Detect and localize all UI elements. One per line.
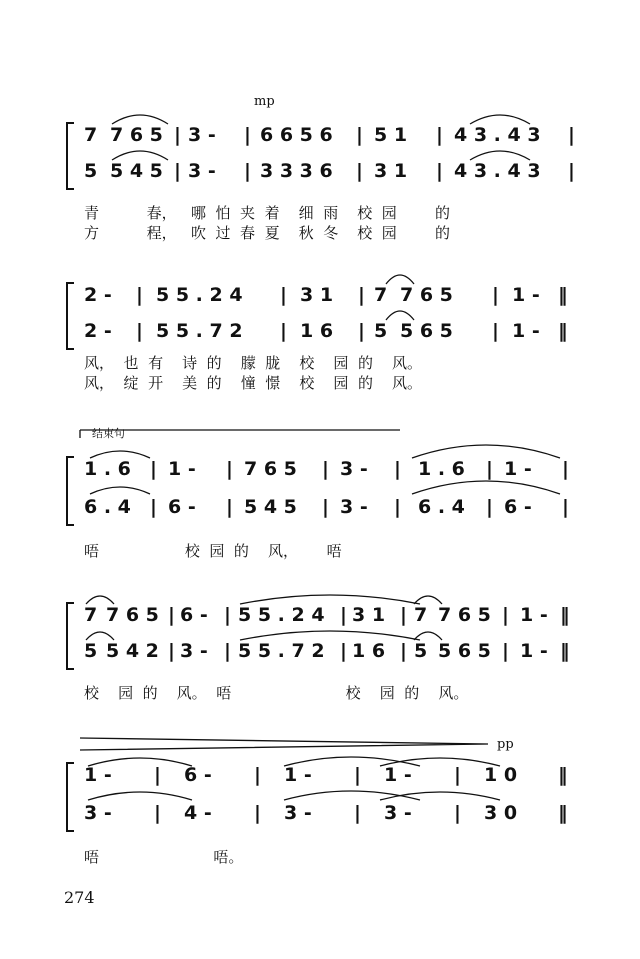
- note-group: 5 1: [374, 124, 408, 146]
- barline: |: [568, 160, 575, 182]
- note-group: 1 -: [284, 764, 312, 786]
- barline: |: [486, 458, 493, 480]
- lyric-line: 唔 唔。: [84, 848, 244, 866]
- slur: [386, 275, 414, 284]
- slur: [414, 632, 442, 640]
- note-group: 3 -: [188, 124, 216, 146]
- barline: |: [436, 124, 443, 146]
- barline: |: [226, 496, 233, 518]
- note-group: 3 -: [340, 458, 368, 480]
- note-group: 6 . 4: [84, 496, 131, 518]
- note-group: 1 . 6: [418, 458, 465, 480]
- note-group: 5 4 5: [244, 496, 297, 518]
- ending-bracket: [80, 430, 400, 438]
- lyric-line: 风， 绽 开 美 的 憧 憬 校 园 的 风。: [84, 374, 423, 392]
- note-group: 1 6: [352, 640, 386, 662]
- barline: |: [502, 640, 509, 662]
- note-group: 5 5 . 2 4: [238, 604, 325, 626]
- note-group: 4 3 . 4 3: [454, 160, 541, 182]
- barline: |: [400, 604, 407, 626]
- note-group: 1 0: [484, 764, 518, 786]
- barline: |: [486, 496, 493, 518]
- barline: |: [340, 640, 347, 662]
- slur: [380, 758, 500, 766]
- barline: |: [394, 496, 401, 518]
- note-group: 5 4 2: [106, 640, 159, 662]
- final-barline: ‖: [558, 764, 568, 786]
- barline: |: [400, 640, 407, 662]
- final-barline: ‖: [558, 320, 568, 342]
- barline: |: [492, 320, 499, 342]
- slur: [88, 792, 192, 800]
- slur: [386, 311, 414, 320]
- barline: |: [562, 496, 569, 518]
- note-group: 6 . 4: [418, 496, 465, 518]
- note-group: 3 -: [84, 802, 112, 824]
- final-barline: ‖: [560, 604, 570, 626]
- note-group: 5 5 . 7 2: [156, 320, 243, 342]
- note-group: 7 6 5: [110, 124, 163, 146]
- barline: |: [562, 458, 569, 480]
- note-group: 5: [374, 320, 388, 342]
- note-group: 4 3 . 4 3: [454, 124, 541, 146]
- note-group: 7 6 5: [400, 284, 453, 306]
- barline: |: [244, 124, 251, 146]
- slur: [240, 631, 420, 640]
- note-group: 7: [374, 284, 388, 306]
- note-group: 7 6 5: [244, 458, 297, 480]
- note-group: 3 1: [352, 604, 386, 626]
- barline: |: [174, 160, 181, 182]
- lyric-line: 方 程， 吹 过 春 夏 秋 冬 校 园 的: [84, 224, 450, 242]
- note-group: 1 -: [512, 320, 540, 342]
- slur: [88, 758, 192, 766]
- note-group: 3 0: [484, 802, 518, 824]
- note-group: 4 -: [184, 802, 212, 824]
- note-group: 1 -: [84, 764, 112, 786]
- note-group: 5 6 5: [400, 320, 453, 342]
- note-group: 3 -: [284, 802, 312, 824]
- barline: |: [354, 802, 361, 824]
- barline: |: [340, 604, 347, 626]
- note-group: 7 6 5: [106, 604, 159, 626]
- barline: |: [136, 320, 143, 342]
- note-group: 3 -: [384, 802, 412, 824]
- note-group: 5 5 . 7 2: [238, 640, 325, 662]
- note-group: 1 -: [520, 640, 548, 662]
- barline: |: [568, 124, 575, 146]
- note-group: 6 -: [180, 604, 208, 626]
- barline: |: [254, 802, 261, 824]
- barline: |: [280, 284, 287, 306]
- note-group: 1 -: [504, 458, 532, 480]
- slur: [380, 792, 500, 800]
- lyric-line: 风， 也 有 诗 的 朦 胧 校 园 的 风。: [84, 354, 423, 372]
- slur: [470, 115, 530, 124]
- slur: [470, 151, 530, 160]
- note-group: 5 4 5: [110, 160, 163, 182]
- note-group: 5: [414, 640, 428, 662]
- note-group: 5: [84, 160, 98, 182]
- barline: |: [226, 458, 233, 480]
- barline: |: [154, 764, 161, 786]
- slur: [412, 445, 560, 458]
- final-barline: ‖: [558, 802, 568, 824]
- slur: [412, 481, 560, 494]
- note-group: 2 -: [84, 320, 112, 342]
- note-group: 3 -: [180, 640, 208, 662]
- barline: |: [150, 496, 157, 518]
- slur: [112, 115, 168, 124]
- note-group: 1 -: [520, 604, 548, 626]
- note-group: 3 3 3 6: [260, 160, 333, 182]
- note-group: 6 -: [168, 496, 196, 518]
- final-barline: ‖: [560, 640, 570, 662]
- barline: |: [168, 604, 175, 626]
- note-group: 7 6 5: [438, 604, 491, 626]
- barline: |: [168, 640, 175, 662]
- note-group: 1 . 6: [84, 458, 131, 480]
- dynamic-mp: mp: [254, 94, 275, 109]
- note-group: 6 -: [504, 496, 532, 518]
- lyric-line: 校 园 的 风。 唔 校 园 的 风。: [84, 684, 469, 702]
- slur: [86, 596, 114, 604]
- barline: |: [436, 160, 443, 182]
- note-group: 3 1: [300, 284, 334, 306]
- barline: |: [224, 604, 231, 626]
- note-group: 1 6: [300, 320, 334, 342]
- barline: |: [492, 284, 499, 306]
- barline: |: [224, 640, 231, 662]
- note-group: 3 -: [188, 160, 216, 182]
- note-group: 5 5 . 2 4: [156, 284, 243, 306]
- barline: |: [454, 764, 461, 786]
- lyric-line: 青 春， 哪 怕 夹 着 细 雨 校 园 的: [84, 204, 450, 222]
- note-group: 7: [84, 604, 98, 626]
- note-group: 2 -: [84, 284, 112, 306]
- final-barline: ‖: [558, 284, 568, 306]
- barline: |: [254, 764, 261, 786]
- barline: |: [136, 284, 143, 306]
- barline: |: [150, 458, 157, 480]
- lyric-line: 唔 校 园 的 风， 唔: [84, 542, 342, 560]
- note-group: 1 -: [384, 764, 412, 786]
- barline: |: [358, 284, 365, 306]
- note-group: 3 1: [374, 160, 408, 182]
- barline: |: [502, 604, 509, 626]
- slur: [90, 451, 150, 458]
- ending-bracket-label: 结束句: [92, 427, 125, 440]
- note-group: 3 -: [340, 496, 368, 518]
- barline: |: [174, 124, 181, 146]
- note-group: 6 -: [184, 764, 212, 786]
- slur: [90, 487, 150, 494]
- barline: |: [280, 320, 287, 342]
- note-group: 7: [84, 124, 98, 146]
- note-group: 5 6 5: [438, 640, 491, 662]
- decrescendo-hairpin: [80, 738, 488, 750]
- slur: [86, 632, 114, 640]
- note-group: 1 -: [512, 284, 540, 306]
- note-group: 5: [84, 640, 98, 662]
- slur: [112, 151, 168, 160]
- dynamic-pp: pp: [497, 737, 514, 752]
- note-group: 7: [414, 604, 428, 626]
- barline: |: [244, 160, 251, 182]
- barline: |: [322, 458, 329, 480]
- barline: |: [356, 160, 363, 182]
- note-group: 6 6 5 6: [260, 124, 333, 146]
- barline: |: [358, 320, 365, 342]
- barline: |: [454, 802, 461, 824]
- barline: |: [356, 124, 363, 146]
- barline: |: [322, 496, 329, 518]
- slur: [414, 596, 442, 604]
- slur: [240, 595, 420, 604]
- note-group: 1 -: [168, 458, 196, 480]
- barline: |: [354, 764, 361, 786]
- barline: |: [394, 458, 401, 480]
- barline: |: [154, 802, 161, 824]
- page-number: 274: [64, 888, 95, 907]
